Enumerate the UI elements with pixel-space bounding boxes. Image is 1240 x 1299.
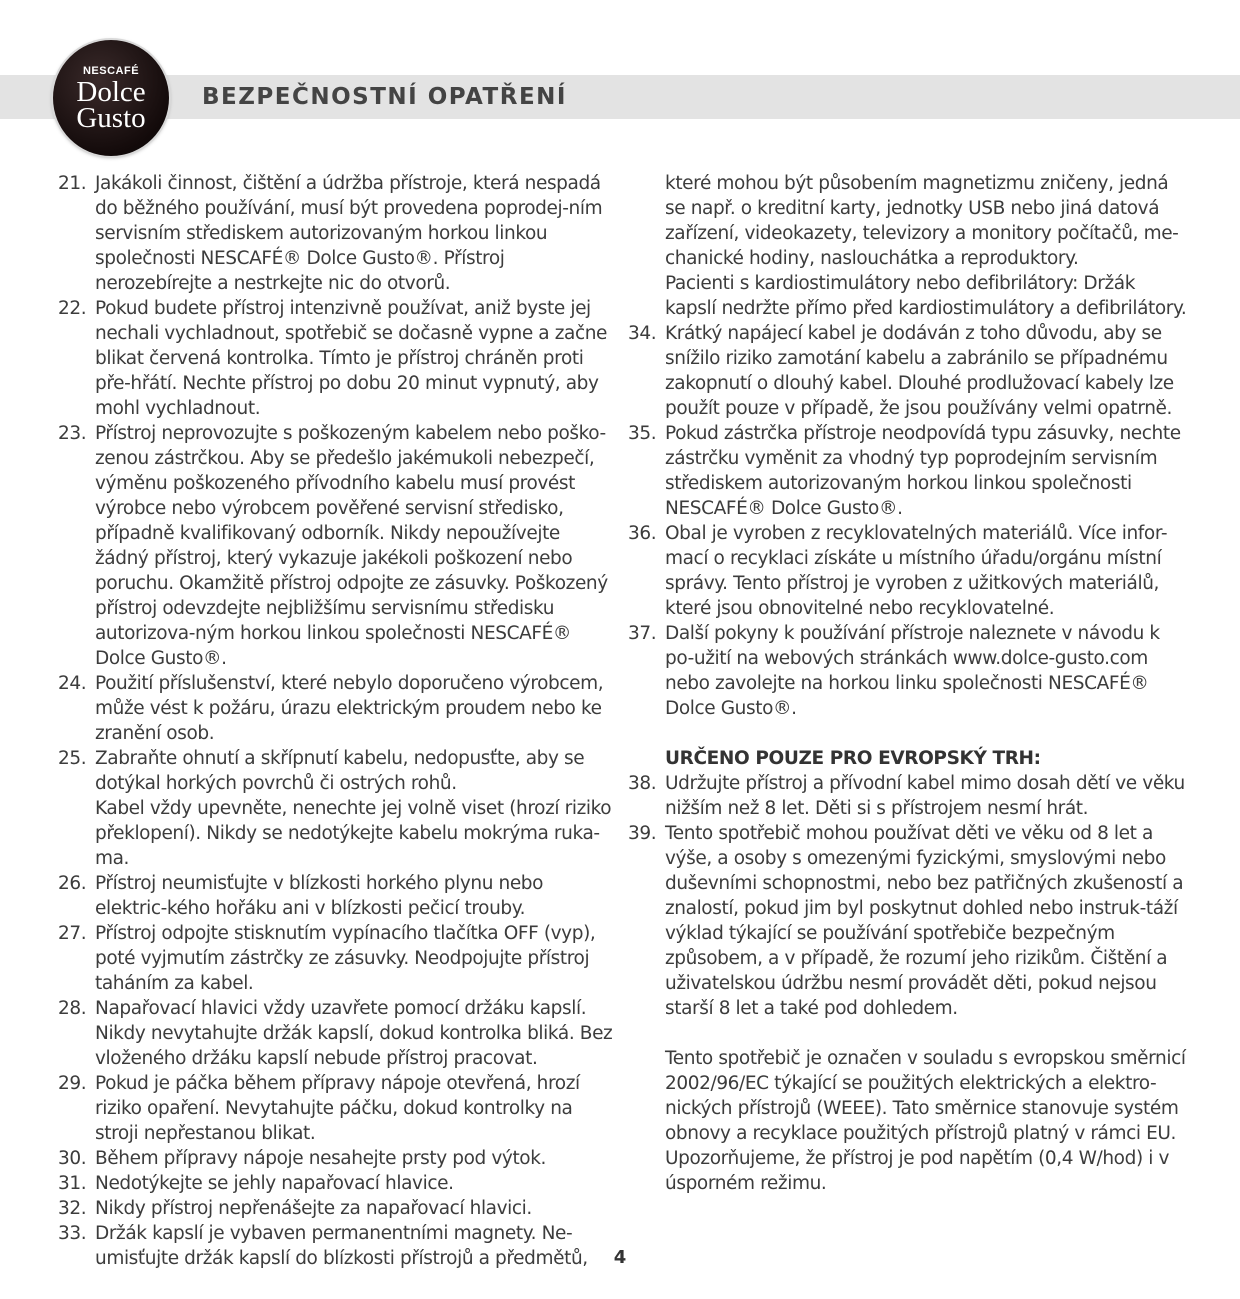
item-text: Obal je vyroben z recyklovatelných materiálů. Více infor-mací o recyklaci získáte u místního úřadu/orgánu místní správy. Tento přístroj je vyroben z užitkových materiálů, které jsou obnovitelné nebo recyklovatelné. — [665, 523, 1168, 619]
page-title: BEZPEČNOSTNÍ OPATŘENÍ — [202, 84, 567, 110]
list-item — [628, 771, 1188, 821]
list-item — [58, 1146, 613, 1171]
nescafe-dolce-gusto-logo — [53, 40, 169, 156]
list-item — [58, 921, 613, 996]
item-number: 21. — [58, 173, 87, 194]
item-number: 28. — [58, 998, 87, 1019]
item-number: 37. — [628, 623, 657, 644]
item-text: Přístroj odpojte stisknutím vypínacího tlačítka OFF (vyp), poté vyjmutím zástrčky ze zásuvky. Neodpojujte přístroj taháním za kabel. — [95, 923, 596, 994]
logo-line1: NESCAFÉ — [82, 65, 140, 77]
item-number: 24. — [58, 673, 87, 694]
item-number: 31. — [58, 1173, 87, 1194]
left-item-list — [58, 171, 613, 1271]
right-column — [628, 171, 1188, 1196]
item-number: 30. — [58, 1148, 87, 1169]
item-text: Přístroj neprovozujte s poškozeným kabelem nebo poško-zenou zástrčkou. Aby se předešlo jakémukoli nebezpečí, výměnu poškozeného přívodního kabelu musí provést výrobce nebo výrobcem pověřené servisní středisko, případně kvalifikovaný odborník. Nikdy nepoužívejte žádný přístroj, který vykazuje jakékoli poškození nebo poruchu. Okamžitě přístroj odpojte ze zásuvky. Poškozený přístroj odevzdejte nejbližšímu servisnímu středisku autorizova-ným horkou linkou společnosti NESCAFÉ® Dolce Gusto®. — [95, 423, 608, 669]
item-text: Jakákoli činnost, čištění a údržba přístroje, která nespadá do běžného používání, musí být provedena poprodej-ním servisním střediskem autorizovaným horkou linkou společnosti NESCAFÉ® Dolce Gusto®. Přístroj nerozebírejte a nestrkejte nic do otvorů. — [95, 173, 603, 294]
item-text: Udržujte přístroj a přívodní kabel mimo dosah dětí ve věku nižším než 8 let. Děti si s přístrojem nesmí hrát. — [665, 773, 1185, 819]
item-text: Pokud je páčka během přípravy nápoje otevřená, hrozí riziko opaření. Nevytahujte páčku, dokud kontrolky na stroji nepřestanou blikat. — [95, 1073, 580, 1144]
list-item — [58, 996, 613, 1071]
item-number: 39. — [628, 823, 657, 844]
item-text: Kabel vždy upevněte, nenechte jej volně viset (hrozí riziko překlopení). Nikdy se nedotýkejte kabelu mokrýma ruka-ma. — [95, 798, 612, 869]
weee-notice: Tento spotřebič je označen v souladu s evropskou směrnicí 2002/96/EC týkající se použitých elektrických a elektro-nických přístrojů (WEEE). Tato směrnice stanovuje systém obnovy a recyklace použitých přístrojů platný v rámci EU. Upozorňujeme, že přístroj je pod napětím (0,4 W/hod) i v úsporném režimu. — [665, 1048, 1186, 1194]
item-text: Krátký napájecí kabel je dodáván z toho důvodu, aby se snížilo riziko zamotání kabelu a zabránilo se případnému zakopnutí o dlouhý kabel. Dlouhé prodlužovací kabely lze použít pouze v případě, že jsou používány velmi opatrně. — [665, 323, 1174, 419]
europe-item-list — [628, 771, 1188, 1021]
item-text: Pokud zástrčka přístroje neodpovídá typu zásuvky, nechte zástrčku vyměnit za vhodný typ poprodejním servisním střediskem autorizovaným horkou linkou společnosti NESCAFÉ® Dolce Gusto®. — [665, 423, 1181, 519]
item-number — [58, 796, 95, 871]
item-text: Během přípravy nápoje nesahejte prsty pod výtok. — [95, 1148, 547, 1169]
item-number: 36. — [628, 523, 657, 544]
europe-heading: URČENO POUZE PRO EVROPSKÝ TRH: — [665, 748, 1041, 769]
item-text: Nikdy přístroj nepřenášejte za napařovací hlavici. — [95, 1198, 532, 1219]
item-text: Použití příslušenství, které nebylo doporučeno výrobcem, může vést k požáru, úrazu elektrickým proudem nebo ke zranění osob. — [95, 673, 604, 744]
list-item — [58, 421, 613, 671]
list-item — [58, 871, 613, 921]
item-number: 34. — [628, 323, 657, 344]
item-text: Tento spotřebič mohou používat děti ve věku od 8 let a výše, a osoby s omezenými fyzickými, smyslovými nebo duševními schopnostmi, nebo bez patřičných zkušeností a znalostí, pokud jim byl poskytnut dohled nebo instruk-táží výklad týkající se používání spotřebiče bezpečným způsobem, a v případě, že rozumí jeho rizikům. Čištění a uživatelskou údržbu nesmí provádět děti, pokud nejsou starší 8 let a také pod dohledem. — [665, 823, 1184, 1019]
item-text: Další pokyny k používání přístroje naleznete v návodu k po-užití na webových stránkách www.dolce-gusto.com nebo zavolejte na horkou linku společnosti NESCAFÉ® Dolce Gusto®. — [665, 623, 1160, 719]
list-item — [58, 746, 613, 796]
list-item — [58, 1171, 613, 1196]
list-item — [628, 421, 1188, 521]
list-item — [58, 671, 613, 746]
item-number: 25. — [58, 748, 87, 769]
list-item — [58, 171, 613, 296]
item-text: Napařovací hlavici vždy uzavřete pomocí držáku kapslí. Nikdy nevytahujte držák kapslí, dokud kontrolka bliká. Bez vloženého držáku kapslí nebude přístroj pracovat. — [95, 998, 613, 1069]
item-number: 27. — [58, 923, 87, 944]
item-number: 26. — [58, 873, 87, 894]
item-number: 22. — [58, 298, 87, 319]
item-number: 35. — [628, 423, 657, 444]
item-text: Pokud budete přístroj intenzivně používat, aniž byste jej nechali vychladnout, spotřebič se dočasně vypne a začne blikat červená kontrolka. Tímto je přístroj chráněn proti pře-hřátí. Nechte přístroj po dobu 20 minut vypnutý, aby mohl vychladnout. — [95, 298, 608, 419]
left-column — [58, 171, 613, 1271]
pacemaker-warning: Pacienti s kardiostimulátory nebo defibrilátory: Držák kapslí nedržte přímo před kardiostimulátory a defibrilátory. — [665, 273, 1187, 319]
list-item — [628, 621, 1188, 721]
list-item — [628, 821, 1188, 1021]
item-text: Zabraňte ohnutí a skřípnutí kabelu, nedopusťte, aby se dotýkal horkých povrchů či ostrých rohů. — [95, 748, 585, 794]
header-band — [0, 75, 1240, 119]
list-item — [628, 321, 1188, 421]
logo-line2: Dolce — [76, 76, 146, 108]
list-item — [628, 521, 1188, 621]
item-text: Držák kapslí je vybaven permanentními magnety. Ne-umisťujte držák kapslí do blízkosti přístrojů a předmětů, — [95, 1223, 588, 1269]
list-item — [58, 296, 613, 421]
list-item — [58, 1196, 613, 1221]
item-number: 23. — [58, 423, 87, 444]
item-text: Přístroj neumisťujte v blízkosti horkého plynu nebo elektric-kého hořáku ani v blízkosti pečicí trouby. — [95, 873, 544, 919]
right-item-list — [628, 321, 1188, 721]
list-item — [58, 796, 613, 871]
item-number: 32. — [58, 1198, 87, 1219]
item-number: 38. — [628, 773, 657, 794]
item-text: Nedotýkejte se jehly napařovací hlavice. — [95, 1173, 454, 1194]
item-33-continuation: které mohou být působením magnetizmu zničeny, jedná se např. o kreditní karty, jednotky USB nebo jiná datová zařízení, videokazety, televizory a monitory počítačů, me-chanické hodiny, naslouchátka a reproduktory. — [665, 173, 1179, 269]
item-number: 33. — [58, 1223, 87, 1244]
item-number: 29. — [58, 1073, 87, 1094]
list-item — [58, 1071, 613, 1146]
page-number: 4 — [613, 1247, 627, 1268]
logo-line3: Gusto — [76, 102, 146, 134]
